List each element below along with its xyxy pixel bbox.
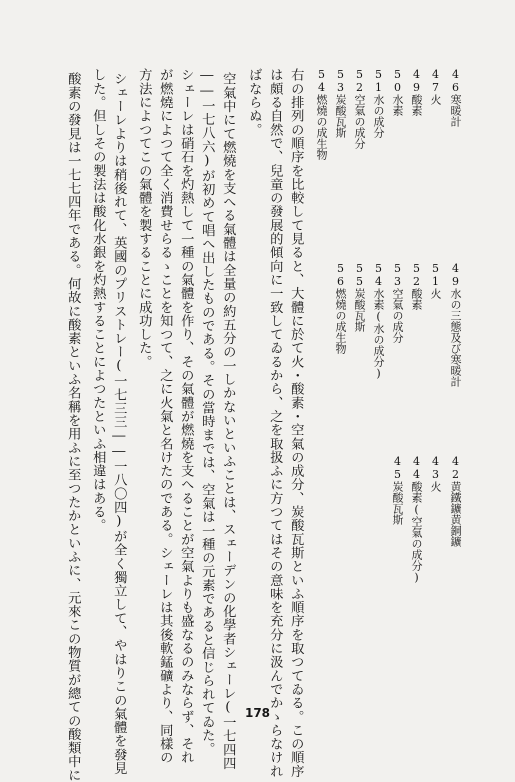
toc-entry: 44酸素(空氣の成分) — [410, 455, 423, 584]
toc-entry: 54水素(水の成分) — [372, 262, 385, 380]
toc-entry: 51水の成分 — [372, 68, 385, 138]
body-column: ばならぬ。 — [246, 68, 262, 137]
body-column: 右の排列の順序を比較して見ると、大體に於て火・酸素・空氣の成分、炭酸瓦斯といふ順序を取つてゐる。この順序 — [288, 68, 304, 778]
toc-entry: 54燃燒の成生物 — [315, 68, 328, 160]
body-column: は頗る自然で、兒童の發展的傾向に一致してゐるから、之を取扱ふに方つてはその意味を充分に汲んでかゝらなけれ — [267, 68, 283, 778]
body-column: 酸素の發見は一七七四年である。何故に酸素といふ名稱を用ふに至つたかといふに、元來この物質が總ての酸類中に — [65, 72, 81, 782]
body-column: ――一七八六)が初めて唱へ出したものである。その當時までは、空氣は一種の元素であると信じられてゐた。 — [199, 68, 215, 756]
body-column: が燃燒によつて全く消費せらるゝことを知つて、之に火氣と名けたのである。シェーレは其後軟錳礦より、同樣の — [157, 68, 173, 765]
toc-entry: 53炭酸瓦斯 — [334, 68, 347, 138]
body-column: シェーレは硝石を灼熱して一種の氣體を作り、その氣體が燃燒を支へることが空氣よりも盛なるのみならず、それ — [178, 68, 194, 765]
toc-entry: 45炭酸瓦斯 — [391, 455, 404, 525]
toc-entry: 50水素 — [391, 68, 404, 116]
toc-entry: 52空氣の成分 — [353, 68, 366, 149]
toc-entry: 52酸素 — [410, 262, 423, 310]
body-column: シェーレよりは稍後れて、英國のプリストレー(一七三三――一八〇四)が全く獨立して、やはりこの氣體を發見 — [111, 72, 127, 775]
toc-entry: 56燃燒の成生物 — [334, 262, 347, 354]
toc-entry: 47火 — [429, 68, 442, 105]
toc-entry: 43火 — [429, 455, 442, 492]
body-column: した。但しその製法は酸化水銀を灼熱することによつたといふ相違はある。 — [90, 68, 106, 533]
toc-entry: 46寒暖計 — [449, 68, 462, 127]
page-number: 178 — [244, 706, 271, 720]
body-column: 空氣中にて燃燒を支へる氣體は全量の約五分の一しかないといふことは、スェーデンの化學者シェーレ(一七四四 — [220, 72, 236, 770]
toc-entry: 42黄鐵鑛黄銅鑛 — [449, 455, 462, 547]
toc-entry: 49水の三態及び寒暖計 — [449, 262, 462, 387]
toc-entry: 49酸素 — [410, 68, 423, 116]
toc-entry: 55炭酸瓦斯 — [353, 262, 366, 332]
toc-entry: 51火 — [429, 262, 442, 299]
toc-entry: 53空氣の成分 — [391, 262, 404, 343]
body-column: 方法によつてこの氣體を製することに成功した。 — [136, 68, 152, 369]
